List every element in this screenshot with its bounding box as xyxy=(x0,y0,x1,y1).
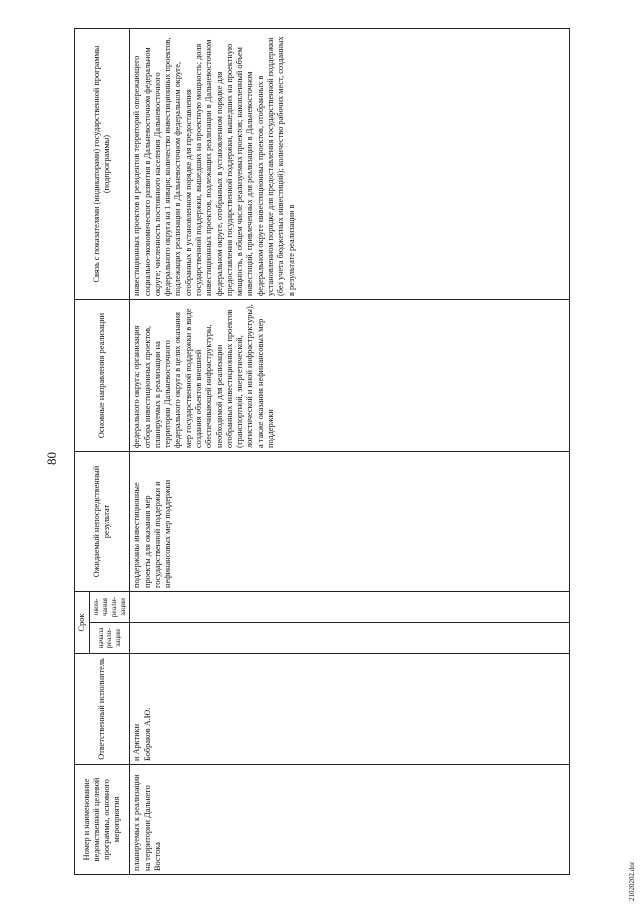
page-number: 80 xyxy=(44,452,59,465)
cell-term-end xyxy=(130,592,570,623)
header-program-name: Номер и наименование ведомственной целевой программы, основного мероприятия xyxy=(75,765,130,875)
cell-indicator-link xyxy=(130,29,570,300)
cell-expected-result xyxy=(130,452,570,592)
table-header-row xyxy=(75,29,90,875)
program-name-text: планируемых к реализации на территории Дальнего Востока xyxy=(132,774,162,871)
header-term: Срок xyxy=(75,592,90,654)
header-term-start: начала реали-зации xyxy=(90,623,130,654)
expected-result-text: поддержаны инвестиционные проекты для оказания мер государственной поддержки и нефинансовых мер поддержки xyxy=(132,479,173,588)
cell-main-directions xyxy=(130,300,570,452)
program-table xyxy=(74,28,570,875)
cell-program-name xyxy=(130,765,570,875)
indicator-link-text: инвестиционных проектов и резидентов территорий опережающего социально-экономического развития в Дальневосточном федеральном округе; численность постоянного населения Дальневосточного федерального округа на 1 января; количество инвестиционных проектов, подлежащих реализации в Дальневосточном федеральном округе, отобранных в установленном порядке для предоставления государственной поддержки, вышедших на проектную мощность; доля инвестиционных проектов, подлежащих реализации в Дальневосточном федеральном округе, отобранных в установленном порядке для предоставления государственной поддержки, вышедших на проектную мощность, в общем числе реализуемых проектов; накопленный объем инвестиций, привлеченных для реализации в Дальневосточном федеральном округе инвестиционных проектов, отобранных в установленном порядке для предоставления государственной поддержки (без учета бюджетных инвестиций); количество рабочих мест, созданных в результате реализации в xyxy=(132,36,296,296)
responsible-line-2: Бобраков А.Ю. xyxy=(142,707,152,761)
header-main-directions: Основные направления реализации xyxy=(75,300,130,452)
header-indicator-link: Связь с показателями (индикаторами) государственной программы (подпрограммы) xyxy=(75,29,130,300)
cell-responsible xyxy=(130,654,570,765)
document-file-id: 21020202.doc xyxy=(628,861,636,901)
main-directions-text: федерального округа; организация отбора инвестиционных проектов, планируемых к реализации на территории Дальневосточного федерального округа в целях оказания мер государственной поддержки в виде создания объектов внешней обеспечивающей инфраструктуры, необходимой для реализации отобранных инвестиционных проектов (транспортной, энергетической, логистической и иной инфраструктуры), а также оказания нефинансовых мер поддержки xyxy=(132,304,275,448)
cell-term-start xyxy=(130,623,570,654)
header-responsible: Ответственный исполнитель xyxy=(75,654,130,765)
table-row xyxy=(130,29,570,875)
header-term-end: окон-чания реали-зации xyxy=(90,592,130,623)
responsible-line-1: и Арктики xyxy=(132,723,142,761)
header-expected-result: Ожидаемый непосредственный результат xyxy=(75,452,130,592)
